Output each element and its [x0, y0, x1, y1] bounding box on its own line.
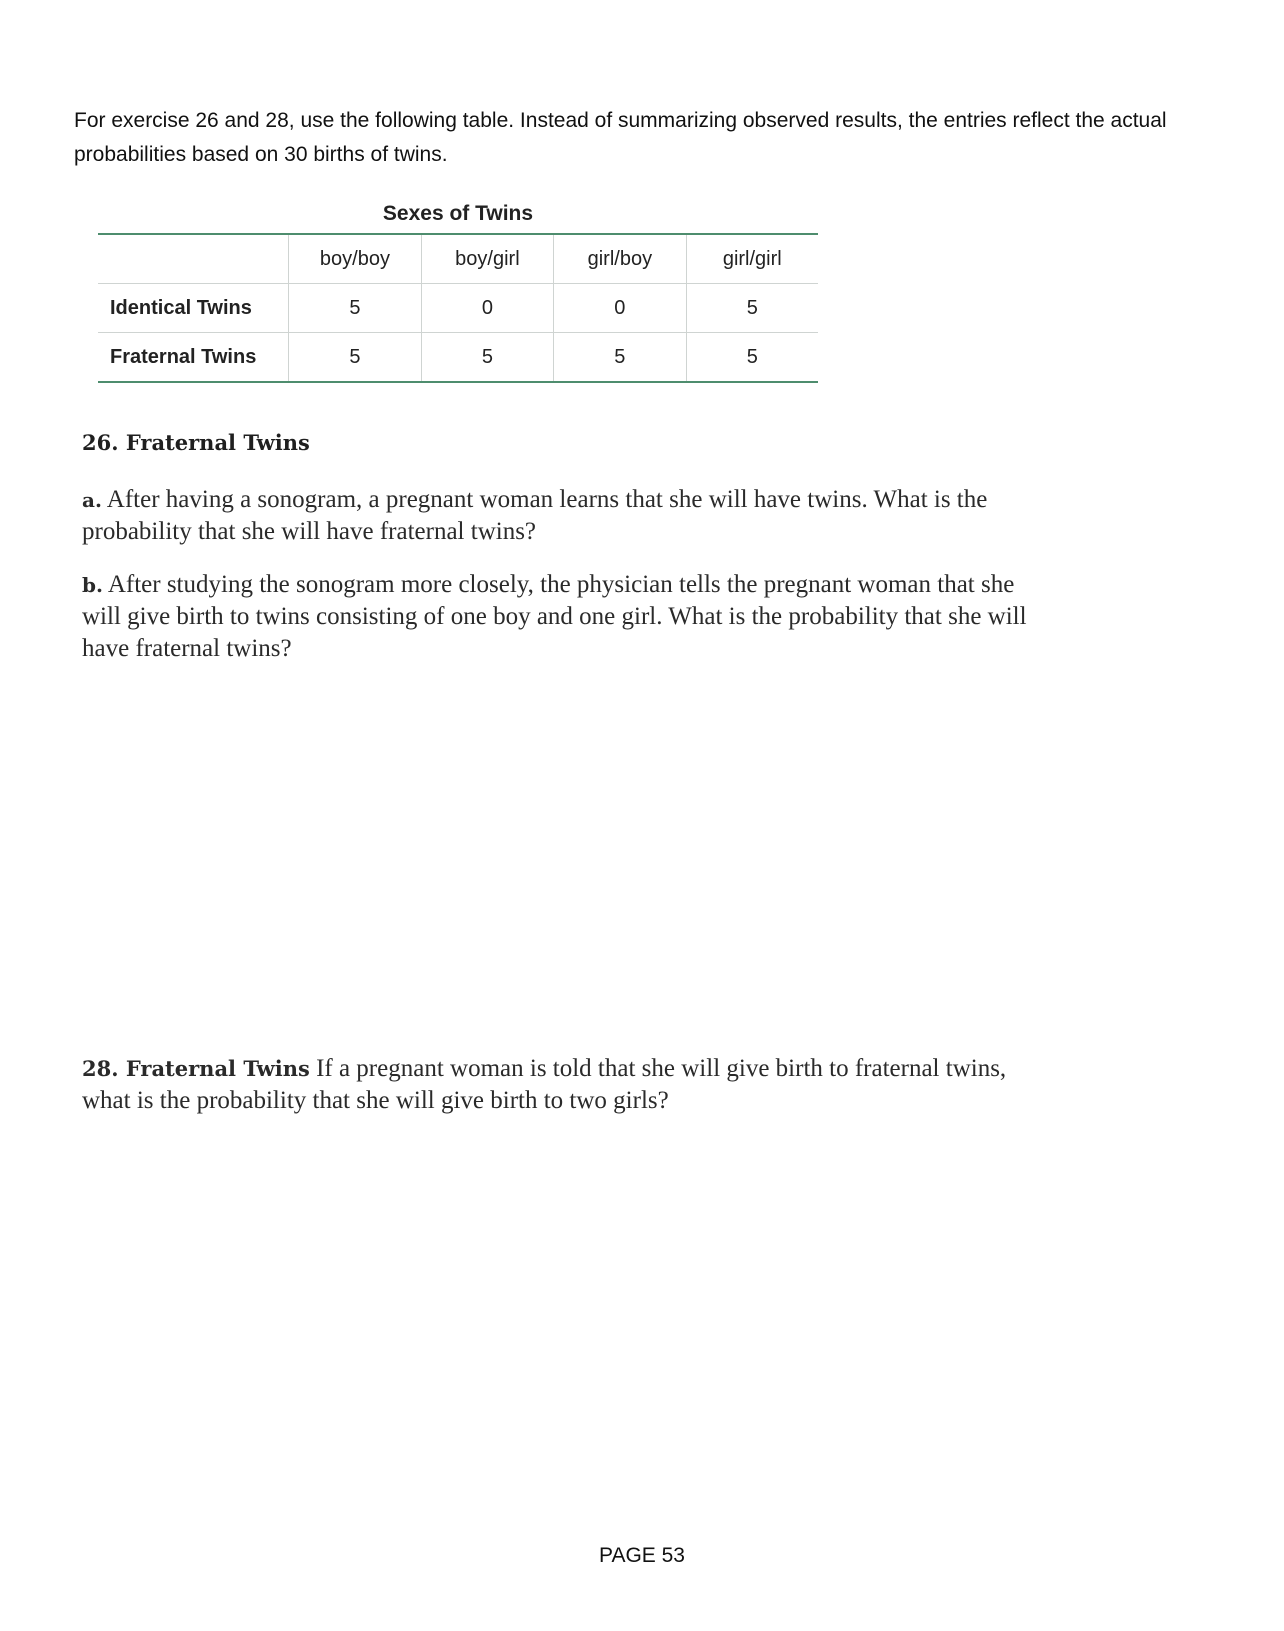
page-number: PAGE 53 [599, 1544, 685, 1567]
question-28-heading: 28. Fraternal Twins [82, 1056, 310, 1081]
question-28-text: If a pregnant woman is told that she will give birth to fraternal twins, what is the probability that she will give birth to two girls? [82, 1055, 1007, 1114]
row-label-fraternal: Fraternal Twins [98, 333, 289, 383]
question-26b-text: After studying the sonogram more closely, the physician tells the pregnant woman that she will give birth to twins consisting of one boy and one girl. What is the probability that she will have fraternal twins? [82, 571, 1027, 662]
cell-identical-girl-boy: 0 [554, 284, 686, 333]
question-26b [82, 569, 1042, 665]
header-girl-boy: girl/boy [554, 234, 686, 284]
table-header-row [98, 234, 818, 284]
question-26a [82, 484, 1042, 548]
cell-fraternal-boy-boy: 5 [289, 333, 421, 383]
intro-paragraph: For exercise 26 and 28, use the following table. Instead of summarizing observed results, the entries reflect the actual probabilities based on 30 births of twins. [74, 109, 1167, 166]
table-row-identical [98, 284, 818, 333]
header-girl-girl: girl/girl [686, 234, 818, 284]
header-boy-girl: boy/girl [421, 234, 553, 284]
question-26b-label: b. [82, 573, 103, 597]
twins-table [98, 233, 818, 383]
cell-fraternal-boy-girl: 5 [421, 333, 553, 383]
table-row-fraternal [98, 333, 818, 383]
cell-identical-boy-boy: 5 [289, 284, 421, 333]
table-title: Sexes of Twins [382, 202, 534, 225]
cell-fraternal-girl-boy: 5 [554, 333, 686, 383]
question-26a-label: a. [82, 488, 102, 512]
question-26a-text: After having a sonogram, a pregnant woman learns that she will have twins. What is the probability that she will have fraternal twins? [82, 486, 988, 545]
cell-fraternal-girl-girl: 5 [686, 333, 818, 383]
header-corner [98, 234, 289, 284]
question-26-heading: 26. Fraternal Twins [82, 430, 310, 455]
row-label-identical: Identical Twins [98, 284, 289, 333]
question-28 [82, 1053, 1042, 1117]
header-boy-boy: boy/boy [289, 234, 421, 284]
cell-identical-boy-girl: 0 [421, 284, 553, 333]
cell-identical-girl-girl: 5 [686, 284, 818, 333]
